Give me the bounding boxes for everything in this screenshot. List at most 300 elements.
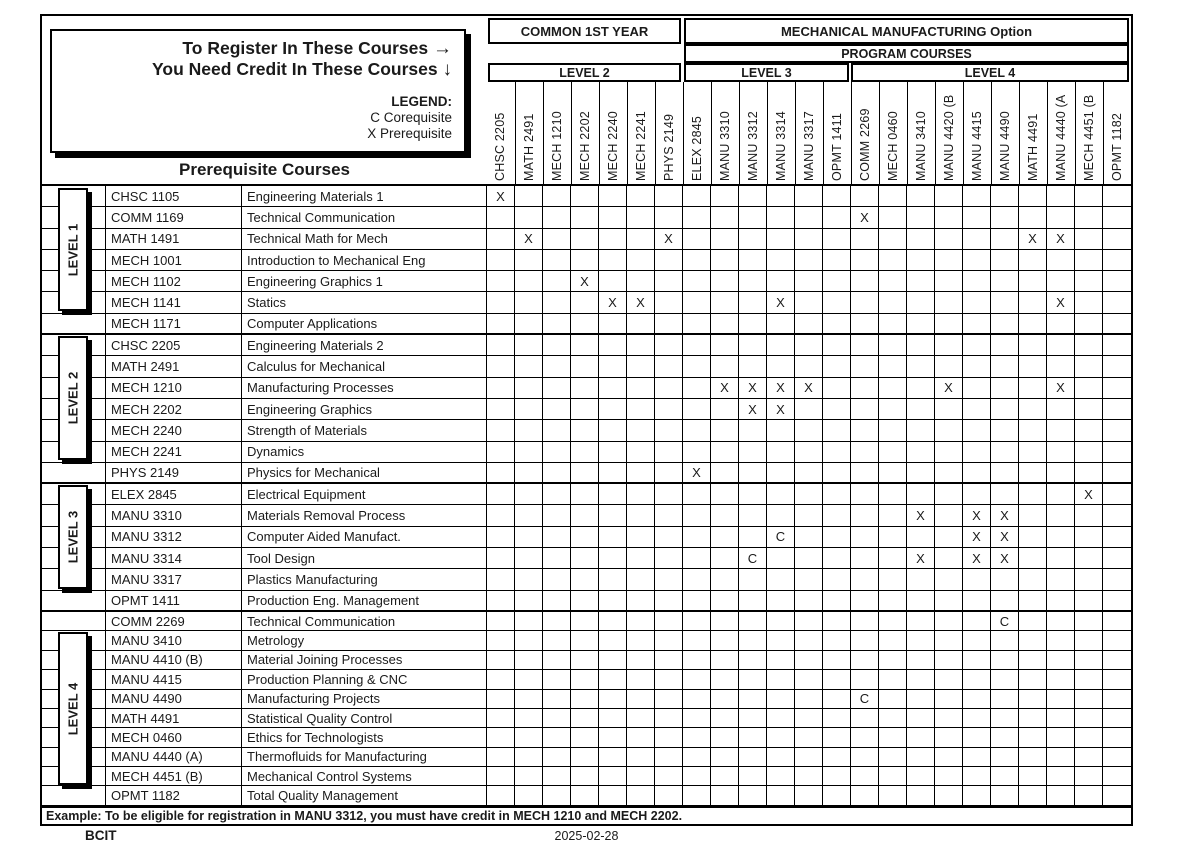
matrix-cell bbox=[739, 527, 767, 547]
matrix-cell bbox=[795, 356, 823, 376]
matrix-cell bbox=[1047, 314, 1075, 333]
matrix-cell bbox=[487, 767, 515, 785]
course-row-mech-2241 bbox=[42, 442, 1131, 463]
matrix-cell bbox=[879, 335, 907, 355]
column-code-label: MECH 2202 bbox=[577, 111, 592, 181]
matrix-cell bbox=[683, 186, 711, 206]
column-header-mech-1210 bbox=[543, 82, 571, 186]
prerequisite-mark: X bbox=[991, 505, 1019, 525]
matrix-cell bbox=[627, 690, 655, 708]
matrix-cell bbox=[515, 207, 543, 227]
matrix-cell bbox=[739, 420, 767, 440]
matrix-cell bbox=[1019, 207, 1047, 227]
course-name: Electrical Equipment bbox=[242, 484, 487, 504]
matrix-cell bbox=[627, 356, 655, 376]
matrix-cell bbox=[655, 569, 683, 589]
prerequisite-mark: X bbox=[739, 378, 767, 398]
course-name: Introduction to Mechanical Eng bbox=[242, 250, 487, 270]
matrix-cell bbox=[1075, 612, 1103, 630]
matrix-cell bbox=[1075, 399, 1103, 419]
matrix-cell bbox=[599, 250, 627, 270]
prerequisite-mark: X bbox=[487, 186, 515, 206]
matrix-cell bbox=[543, 569, 571, 589]
matrix-cell bbox=[627, 505, 655, 525]
matrix-cell bbox=[823, 463, 851, 482]
matrix-cell bbox=[1075, 463, 1103, 482]
matrix-cell bbox=[627, 463, 655, 482]
matrix-cell bbox=[739, 335, 767, 355]
matrix-cell bbox=[907, 378, 935, 398]
matrix-cell bbox=[851, 484, 879, 504]
course-code: MECH 2202 bbox=[106, 399, 242, 419]
matrix-cell bbox=[963, 484, 991, 504]
course-code: CHSC 1105 bbox=[106, 186, 242, 206]
matrix-cell bbox=[879, 463, 907, 482]
matrix-cell bbox=[655, 356, 683, 376]
matrix-cell bbox=[655, 548, 683, 568]
matrix-cell bbox=[1047, 442, 1075, 462]
matrix-cell bbox=[823, 748, 851, 766]
matrix-cell bbox=[907, 631, 935, 649]
prerequisite-mark: X bbox=[571, 271, 599, 291]
corequisite-mark: C bbox=[851, 690, 879, 708]
course-code: MANU 4440 (A) bbox=[106, 748, 242, 766]
matrix-cell bbox=[1019, 670, 1047, 688]
matrix-cell bbox=[711, 399, 739, 419]
matrix-cell bbox=[879, 548, 907, 568]
matrix-cell bbox=[1075, 250, 1103, 270]
legend bbox=[52, 94, 452, 142]
matrix-cell bbox=[655, 314, 683, 333]
matrix-cell bbox=[1075, 229, 1103, 249]
matrix-cell bbox=[571, 690, 599, 708]
matrix-cell bbox=[795, 207, 823, 227]
matrix-cell bbox=[515, 292, 543, 312]
matrix-cell bbox=[627, 271, 655, 291]
prerequisite-mark: X bbox=[1047, 292, 1075, 312]
course-name: Thermofluids for Manufacturing bbox=[242, 748, 487, 766]
matrix-cell bbox=[879, 709, 907, 727]
matrix-cell bbox=[655, 378, 683, 398]
column-header-manu-3314 bbox=[767, 82, 795, 186]
column-header-mech-4451-b bbox=[1075, 82, 1103, 186]
prerequisite-mark: X bbox=[963, 548, 991, 568]
course-row-comm-2269 bbox=[42, 612, 1131, 631]
matrix-cell bbox=[851, 612, 879, 630]
matrix-cell bbox=[767, 591, 795, 610]
matrix-cell bbox=[991, 670, 1019, 688]
matrix-cell bbox=[599, 670, 627, 688]
prerequisite-mark: X bbox=[711, 378, 739, 398]
matrix-cell bbox=[627, 631, 655, 649]
matrix-cell bbox=[963, 335, 991, 355]
course-name: Computer Aided Manufact. bbox=[242, 527, 487, 547]
matrix-cell bbox=[571, 314, 599, 333]
matrix-cell bbox=[1047, 690, 1075, 708]
column-header-phys-2149 bbox=[655, 82, 683, 186]
matrix-cell bbox=[991, 767, 1019, 785]
matrix-cell bbox=[767, 186, 795, 206]
matrix-cell bbox=[879, 420, 907, 440]
course-row-phys-2149 bbox=[42, 463, 1131, 484]
matrix-cell bbox=[907, 651, 935, 669]
course-name: Tool Design bbox=[242, 548, 487, 568]
matrix-cell bbox=[655, 292, 683, 312]
matrix-cell bbox=[655, 690, 683, 708]
matrix-cell bbox=[515, 186, 543, 206]
matrix-cell bbox=[571, 651, 599, 669]
column-code-label: MECH 0460 bbox=[885, 111, 900, 181]
matrix-cell bbox=[823, 314, 851, 333]
matrix-cell bbox=[795, 399, 823, 419]
matrix-cell bbox=[683, 612, 711, 630]
matrix-cell bbox=[823, 591, 851, 610]
matrix-cell bbox=[1019, 292, 1047, 312]
matrix-cell bbox=[1019, 399, 1047, 419]
matrix-cell bbox=[599, 631, 627, 649]
matrix-cell bbox=[487, 670, 515, 688]
matrix-cell bbox=[823, 612, 851, 630]
matrix-cell bbox=[487, 314, 515, 333]
matrix-cell bbox=[627, 420, 655, 440]
matrix-cell bbox=[907, 292, 935, 312]
corequisite-mark: C bbox=[767, 527, 795, 547]
matrix-cell bbox=[767, 767, 795, 785]
matrix-cell bbox=[711, 229, 739, 249]
matrix-cell bbox=[1103, 356, 1131, 376]
matrix-cell bbox=[739, 442, 767, 462]
matrix-cell bbox=[1075, 420, 1103, 440]
matrix-cell bbox=[739, 728, 767, 746]
matrix-cell bbox=[599, 378, 627, 398]
matrix-cell bbox=[823, 420, 851, 440]
matrix-cell bbox=[543, 786, 571, 804]
matrix-cell bbox=[571, 709, 599, 727]
matrix-cell bbox=[599, 186, 627, 206]
matrix-cell bbox=[879, 292, 907, 312]
matrix-cell bbox=[1075, 378, 1103, 398]
matrix-cell bbox=[795, 748, 823, 766]
column-header-opmt-1411 bbox=[823, 82, 851, 186]
matrix-cell bbox=[907, 186, 935, 206]
common-first-year-header: COMMON 1ST YEAR bbox=[488, 18, 681, 44]
matrix-cell bbox=[487, 292, 515, 312]
course-code: MECH 1102 bbox=[106, 271, 242, 291]
course-name: Production Planning & CNC bbox=[242, 670, 487, 688]
matrix-cell bbox=[1103, 229, 1131, 249]
matrix-cell bbox=[991, 728, 1019, 746]
matrix-cell bbox=[1075, 569, 1103, 589]
course-row-opmt-1411 bbox=[42, 591, 1131, 612]
matrix-cell bbox=[655, 612, 683, 630]
course-name: Technical Math for Mech bbox=[242, 229, 487, 249]
matrix-cell bbox=[1103, 631, 1131, 649]
matrix-cell bbox=[655, 505, 683, 525]
matrix-cell bbox=[655, 442, 683, 462]
course-name: Strength of Materials bbox=[242, 420, 487, 440]
matrix-cell bbox=[599, 569, 627, 589]
matrix-cell bbox=[655, 527, 683, 547]
matrix-cell bbox=[487, 356, 515, 376]
matrix-cell bbox=[823, 709, 851, 727]
matrix-cell bbox=[543, 591, 571, 610]
matrix-cell bbox=[1075, 356, 1103, 376]
matrix-cell bbox=[907, 767, 935, 785]
matrix-cell bbox=[627, 728, 655, 746]
matrix-cell bbox=[1103, 250, 1131, 270]
matrix-cell bbox=[1019, 335, 1047, 355]
matrix-cell bbox=[991, 484, 1019, 504]
matrix-cell bbox=[1047, 670, 1075, 688]
matrix-cell bbox=[795, 186, 823, 206]
matrix-cell bbox=[543, 670, 571, 688]
matrix-cell bbox=[795, 728, 823, 746]
matrix-cell bbox=[795, 631, 823, 649]
course-row-manu-3410 bbox=[42, 631, 1131, 650]
matrix-cell bbox=[879, 728, 907, 746]
matrix-cell bbox=[739, 356, 767, 376]
matrix-cell bbox=[599, 690, 627, 708]
matrix-cell bbox=[879, 229, 907, 249]
matrix-cell bbox=[1075, 442, 1103, 462]
course-name: Material Joining Processes bbox=[242, 651, 487, 669]
column-code-label: MANU 3314 bbox=[773, 111, 788, 181]
matrix-cell bbox=[683, 548, 711, 568]
column-code-label: MANU 3312 bbox=[745, 111, 760, 181]
matrix-cell bbox=[1075, 527, 1103, 547]
matrix-cell bbox=[963, 356, 991, 376]
level-gutter bbox=[42, 591, 106, 610]
matrix-cell bbox=[543, 548, 571, 568]
matrix-cell bbox=[571, 250, 599, 270]
matrix-cell bbox=[1075, 767, 1103, 785]
matrix-cell bbox=[515, 786, 543, 804]
matrix-cell bbox=[515, 670, 543, 688]
column-code-label: PHYS 2149 bbox=[661, 113, 676, 181]
matrix-cell bbox=[823, 505, 851, 525]
matrix-cell bbox=[907, 612, 935, 630]
column-code-label: MANU 4415 bbox=[969, 111, 984, 181]
matrix-cell bbox=[1075, 748, 1103, 766]
matrix-cell bbox=[767, 250, 795, 270]
matrix-cell bbox=[655, 420, 683, 440]
matrix-cell bbox=[515, 631, 543, 649]
matrix-cell bbox=[1019, 709, 1047, 727]
matrix-cell bbox=[627, 569, 655, 589]
matrix-cell bbox=[571, 420, 599, 440]
matrix-cell bbox=[1103, 748, 1131, 766]
matrix-cell bbox=[907, 709, 935, 727]
course-code: MANU 3410 bbox=[106, 631, 242, 649]
matrix-cell bbox=[935, 527, 963, 547]
matrix-cell bbox=[599, 748, 627, 766]
matrix-cell bbox=[879, 569, 907, 589]
course-row-mech-4451-b bbox=[42, 767, 1131, 786]
course-row-elex-2845 bbox=[42, 484, 1131, 505]
course-row-chsc-1105 bbox=[42, 186, 1131, 207]
matrix-cell bbox=[711, 186, 739, 206]
matrix-cell bbox=[935, 748, 963, 766]
matrix-cell bbox=[907, 463, 935, 482]
matrix-cell bbox=[991, 748, 1019, 766]
matrix-cell bbox=[1047, 399, 1075, 419]
course-code: PHYS 2149 bbox=[106, 463, 242, 482]
matrix-cell bbox=[487, 229, 515, 249]
matrix-cell bbox=[907, 314, 935, 333]
matrix-cell bbox=[487, 651, 515, 669]
matrix-cell bbox=[795, 548, 823, 568]
matrix-cell bbox=[935, 229, 963, 249]
matrix-cell bbox=[935, 207, 963, 227]
matrix-cell bbox=[1075, 314, 1103, 333]
prerequisite-mark: X bbox=[599, 292, 627, 312]
matrix-cell bbox=[487, 335, 515, 355]
matrix-cell bbox=[795, 651, 823, 669]
level-4-bracket: LEVEL 4 bbox=[58, 632, 88, 785]
matrix-cell bbox=[823, 335, 851, 355]
prerequisite-mark: X bbox=[767, 399, 795, 419]
matrix-cell bbox=[627, 186, 655, 206]
matrix-cell bbox=[767, 271, 795, 291]
prerequisite-mark: X bbox=[1075, 484, 1103, 504]
example-note: Example: To be eligible for registration in MANU 3312, you must have credit in MECH 1210 and MECH 2202. bbox=[42, 806, 1131, 824]
matrix-cell bbox=[571, 569, 599, 589]
matrix-cell bbox=[683, 690, 711, 708]
matrix-cell bbox=[1103, 292, 1131, 312]
column-code-label: MECH 2240 bbox=[605, 111, 620, 181]
course-row-math-1491 bbox=[42, 229, 1131, 250]
matrix-cell bbox=[935, 569, 963, 589]
matrix-cell bbox=[795, 591, 823, 610]
matrix-cell bbox=[767, 420, 795, 440]
matrix-cell bbox=[963, 670, 991, 688]
down-arrow-icon: ↓ bbox=[442, 59, 452, 80]
matrix-cell bbox=[879, 527, 907, 547]
matrix-cell bbox=[795, 767, 823, 785]
course-name: Production Eng. Management bbox=[242, 591, 487, 610]
column-header-math-2491 bbox=[515, 82, 543, 186]
matrix-cell bbox=[851, 505, 879, 525]
matrix-cell bbox=[795, 463, 823, 482]
matrix-cell bbox=[655, 186, 683, 206]
matrix-cell bbox=[739, 186, 767, 206]
matrix-cell bbox=[683, 505, 711, 525]
matrix-cell bbox=[963, 728, 991, 746]
matrix-cell bbox=[487, 786, 515, 804]
matrix-cell bbox=[655, 399, 683, 419]
course-row-manu-3312 bbox=[42, 527, 1131, 548]
course-code: COMM 2269 bbox=[106, 612, 242, 630]
matrix-cell bbox=[1103, 399, 1131, 419]
matrix-cell bbox=[739, 631, 767, 649]
matrix-cell bbox=[991, 442, 1019, 462]
matrix-cell bbox=[1019, 527, 1047, 547]
column-code-label: MATH 4491 bbox=[1025, 113, 1040, 181]
column-code-label: COMM 2269 bbox=[857, 108, 872, 181]
matrix-cell bbox=[599, 484, 627, 504]
course-code: MATH 1491 bbox=[106, 229, 242, 249]
prerequisite-mark: X bbox=[683, 463, 711, 482]
matrix-cell bbox=[543, 767, 571, 785]
matrix-cell bbox=[963, 292, 991, 312]
matrix-cell bbox=[683, 229, 711, 249]
matrix-cell bbox=[1019, 505, 1047, 525]
matrix-cell bbox=[963, 399, 991, 419]
matrix-cell bbox=[1103, 767, 1131, 785]
matrix-cell bbox=[907, 569, 935, 589]
matrix-cell bbox=[655, 484, 683, 504]
matrix-cell bbox=[907, 786, 935, 804]
matrix-cell bbox=[711, 463, 739, 482]
matrix-cell bbox=[1075, 335, 1103, 355]
matrix-cell bbox=[991, 229, 1019, 249]
course-row-math-2491 bbox=[42, 356, 1131, 377]
matrix-cell bbox=[711, 505, 739, 525]
course-name: Engineering Materials 2 bbox=[242, 335, 487, 355]
bcit-footer-label: BCIT bbox=[85, 828, 117, 843]
matrix-cell bbox=[823, 186, 851, 206]
level-gutter bbox=[42, 612, 106, 630]
course-row-manu-3314 bbox=[42, 548, 1131, 569]
matrix-cell bbox=[767, 569, 795, 589]
matrix-cell bbox=[991, 335, 1019, 355]
matrix-cell bbox=[963, 229, 991, 249]
matrix-cell bbox=[795, 292, 823, 312]
column-code-label: MANU 4420 (B bbox=[941, 94, 956, 181]
prerequisite-mark: X bbox=[1047, 378, 1075, 398]
course-code: MATH 4491 bbox=[106, 709, 242, 727]
matrix-cell bbox=[991, 356, 1019, 376]
matrix-cell bbox=[1019, 420, 1047, 440]
matrix-cell bbox=[711, 527, 739, 547]
matrix-cell bbox=[711, 484, 739, 504]
course-name: Engineering Materials 1 bbox=[242, 186, 487, 206]
matrix-cell bbox=[795, 229, 823, 249]
course-code: ELEX 2845 bbox=[106, 484, 242, 504]
matrix-cell bbox=[963, 186, 991, 206]
course-code: OPMT 1411 bbox=[106, 591, 242, 610]
course-code: MECH 1210 bbox=[106, 378, 242, 398]
matrix-cell bbox=[1047, 548, 1075, 568]
matrix-cell bbox=[599, 767, 627, 785]
matrix-cell bbox=[739, 271, 767, 291]
matrix-cell bbox=[851, 786, 879, 804]
prerequisite-mark: X bbox=[739, 399, 767, 419]
matrix-cell bbox=[1047, 356, 1075, 376]
matrix-cell bbox=[1019, 612, 1047, 630]
matrix-cell bbox=[935, 591, 963, 610]
matrix-cell bbox=[1019, 314, 1047, 333]
matrix-cell bbox=[487, 399, 515, 419]
matrix-cell bbox=[515, 250, 543, 270]
matrix-cell bbox=[823, 728, 851, 746]
matrix-cell bbox=[627, 378, 655, 398]
matrix-cell bbox=[543, 186, 571, 206]
matrix-cell bbox=[767, 548, 795, 568]
corequisite-mark: C bbox=[739, 548, 767, 568]
matrix-cell bbox=[767, 786, 795, 804]
matrix-cell bbox=[627, 314, 655, 333]
level-gutter bbox=[42, 314, 106, 333]
matrix-cell bbox=[879, 484, 907, 504]
level-2-column-group-header: LEVEL 2 bbox=[488, 63, 681, 82]
matrix-cell bbox=[571, 670, 599, 688]
matrix-cell bbox=[1019, 786, 1047, 804]
matrix-cell bbox=[683, 786, 711, 804]
matrix-cell bbox=[571, 484, 599, 504]
level-3-column-group-header: LEVEL 3 bbox=[684, 63, 849, 82]
prerequisite-mark: X bbox=[991, 548, 1019, 568]
